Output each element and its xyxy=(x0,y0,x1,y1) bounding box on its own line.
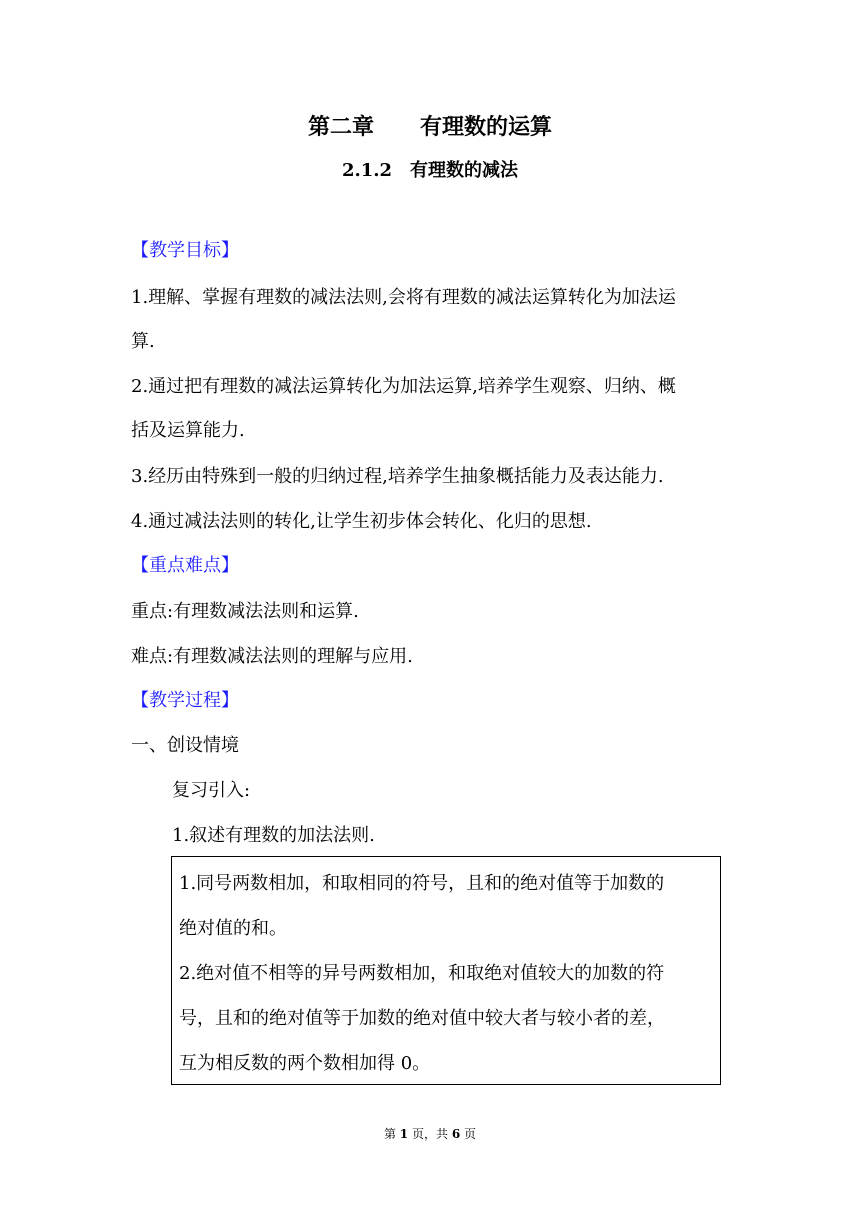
section-title xyxy=(0,158,860,184)
footer-prefix: 第 xyxy=(383,1127,396,1141)
rule-line: 2.绝对值不相等的异号两数相加，和取绝对值较大的加数的符 xyxy=(179,963,665,984)
process-section-1: 一、创设情境 xyxy=(131,735,239,756)
objective-line: 4.通过减法法则的转化,让学生初步体会转化、化归的思想. xyxy=(131,511,592,532)
objectives-heading: 【教学目标】 xyxy=(131,240,239,261)
review-intro: 复习引入: xyxy=(172,780,251,801)
key-points-heading: 【重点难点】 xyxy=(131,555,239,576)
page-footer xyxy=(0,1125,860,1143)
section-number: 2.1.2 xyxy=(341,160,393,181)
chapter-title xyxy=(0,112,860,142)
rule-line: 号，且和的绝对值等于加数的绝对值中较大者与较小者的差， xyxy=(179,1008,665,1029)
chapter-number: 第二章 xyxy=(307,114,374,140)
total-pages: 6 xyxy=(451,1127,461,1141)
objective-line: 1.理解、掌握有理数的减法法则,会将有理数的减法运算转化为加法运 xyxy=(131,287,676,308)
addition-rule-box xyxy=(171,856,721,1085)
section-name: 有理数的减法 xyxy=(410,160,519,181)
key-point-line: 重点:有理数减法法则和运算. xyxy=(131,601,359,622)
difficult-point-line: 难点:有理数减法法则的理解与应用. xyxy=(131,646,413,667)
objective-line: 2.通过把有理数的减法运算转化为加法运算,培养学生观察、归纳、概 xyxy=(131,376,676,397)
page-number: 1 xyxy=(399,1127,409,1141)
chapter-name: 有理数的运算 xyxy=(420,114,553,140)
footer-suffix: 页 xyxy=(464,1127,477,1141)
rule-line: 绝对值的和。 xyxy=(179,918,287,939)
review-item-1: 1.叙述有理数的加法法则. xyxy=(172,825,375,846)
rule-line: 互为相反数的两个数相加得 0。 xyxy=(179,1053,431,1074)
objective-line: 括及运算能力. xyxy=(131,420,245,441)
objective-line: 算. xyxy=(131,331,155,352)
objective-line: 3.经历由特殊到一般的归纳过程,培养学生抽象概括能力及表达能力. xyxy=(131,466,664,487)
footer-middle: 页，共 xyxy=(411,1127,448,1141)
process-heading: 【教学过程】 xyxy=(131,690,239,711)
rule-line: 1.同号两数相加，和取相同的符号，且和的绝对值等于加数的 xyxy=(179,873,665,894)
